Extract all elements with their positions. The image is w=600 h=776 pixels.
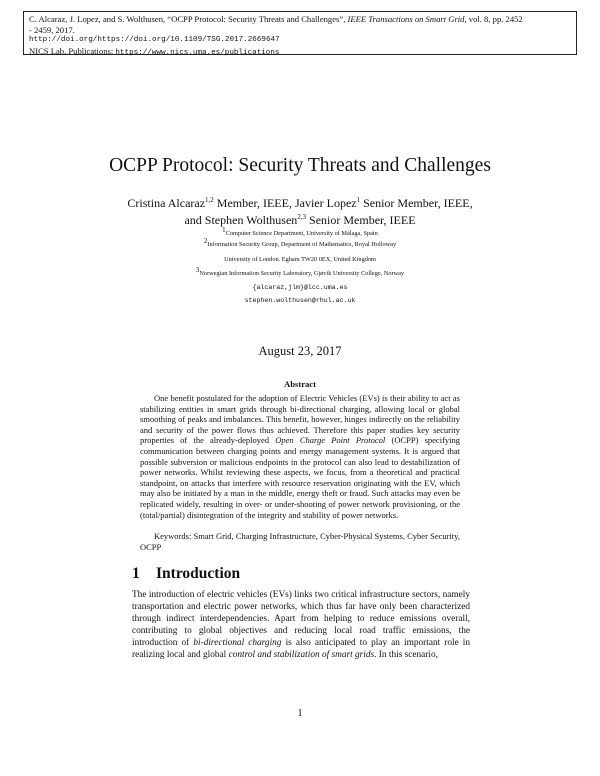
email-1: {alcaraz,jlm}@lcc.uma.es	[252, 284, 348, 291]
affiliation-1: $^1$Computer Science Department, University of Málaga, Spain	[222, 226, 378, 238]
author-line-1: Cristina Alcaraz$^{1,2}$ Member, IEEE, Javier Lopez$^1$ Senior Member, IEEE,	[127, 196, 473, 210]
page-number: 1	[297, 708, 303, 719]
paper-title: OCPP Protocol: Security Threats and Challenges	[109, 155, 491, 176]
paper-date: August 23, 2017	[258, 344, 342, 358]
section-title: Introduction	[156, 565, 241, 582]
section-number: 1	[132, 565, 140, 582]
citation-line-2: - 2459, 2017.	[29, 24, 75, 35]
abstract-body: One benefit postulated for the adoption of Electric Vehicles (EVs) is their ability to act as stabilizing entities in smart grids through bi-directional charging, allowing local or global smoothing of peaks and imbalances. This benefit, however, hinges indirectly on the reliability and security of the power flows thus achieved. Therefore this paper studies key security properties of the already-deployed Open Charge Point Protocol (OCPP) specifying communication between charging points and energy management systems. It is argued that possible subversion or malicious endpoints in the protocol can also lead to destabilization of power networks. Whilst reviewing these aspects, we focus, from a theoretical and practical standpoint, on attacks that interfere with resource reservation originating with the EV, which may also be initiated by a man in the middle, energy theft or fraud. Such attacks may even be replicated widely, resulting in over- or under-shooting of power network provisioning, or the (total/partial) disintegration of the integrity and stability of power networks.	[140, 393, 461, 520]
email-2: stephen.wolthusen@rhul.ac.uk	[244, 297, 356, 304]
citation-line-1: C. Alcaraz, J. Lopez, and S. Wolthusen, “OCPP Protocol: Security Threats and Challenges”, IEEE Transactions on Smart Grid, vol. 8, pp. 2452	[29, 14, 523, 24]
doi-link[interactable]: http://doi.org/https://doi.org/10.1109/TSG.2017.2669647	[29, 36, 280, 44]
abstract-heading: Abstract	[284, 379, 316, 389]
author-block	[80, 195, 520, 229]
nics-url-link[interactable]: https://www.nics.uma.es/publications	[115, 48, 280, 57]
citation-box	[23, 11, 577, 55]
ocpp-term: Open Charge Point Protocol	[275, 435, 386, 446]
nics-line: NICS Lab. Publications: https://www.nics.uma.es/publications	[29, 45, 280, 57]
keywords: Keywords: Smart Grid, Charging Infrastructure, Cyber-Physical Systems, Cyber Security, OCPP	[140, 531, 460, 552]
affiliation-2-line-2: University of London. Egham TW20 0EX, United Kingdom	[224, 256, 376, 263]
affiliation-3: $^3$Norwegian Information Security Laboratory, Gjøvik University College, Norway	[195, 266, 405, 278]
affiliation-2: $^2$Information Security Group, Department of Mathematics, Royal Holloway	[203, 237, 397, 249]
journal-name: IEEE Transactions on Smart Grid	[347, 14, 465, 24]
intro-paragraph: The introduction of electric vehicles (EVs) links two critical infrastructure sectors, namely transportation and electric power networks, which thus far have only been characterized through indirect interdependencies. Apart from helping to reduce emissions overall, contributing to global objectives and reducing local road traffic emissions, the introduction of bi-directional charging is also anticipated to play an important role in realizing local and global control and stabilization of smart grids. In this scenario,	[132, 590, 471, 660]
author-line-2: and Stephen Wolthusen$^{2,3}$ Senior Member, IEEE	[184, 213, 416, 227]
section-heading	[132, 565, 240, 583]
